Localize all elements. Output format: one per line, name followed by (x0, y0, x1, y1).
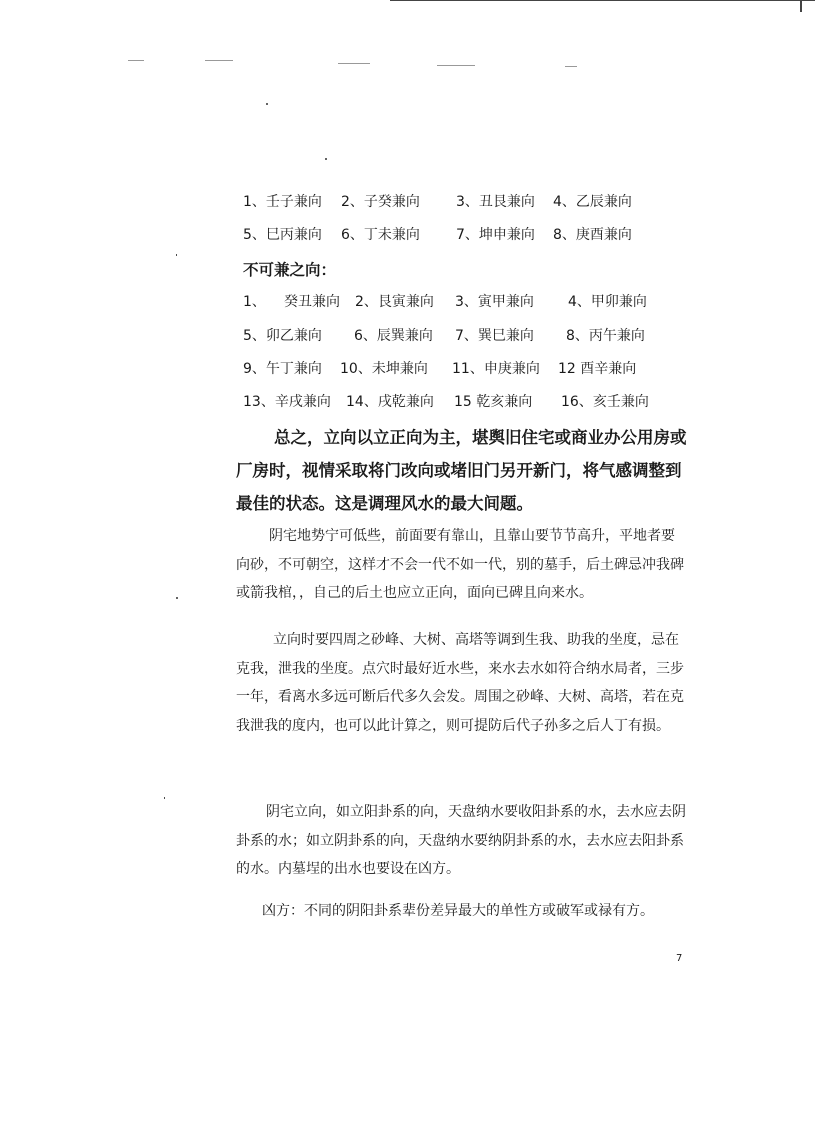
forbidden-item: 4、甲卯兼向 (568, 294, 647, 310)
forbidden-item: 2、艮寅兼向 (355, 294, 434, 310)
page-number: 7 (676, 953, 683, 964)
scan-dash (565, 66, 577, 67)
forbidden-item: 16、亥壬兼向 (561, 394, 649, 410)
gua-paragraph (236, 798, 688, 884)
summary-text: 总之，立向以立正向为主，堪舆旧住宅或商业办公用房或厂房时，视情采取将门改向或堵旧门另开新门，将气感调整到最佳的状态。这是调理风水的最大间题。 (236, 428, 687, 513)
lixiang-text: 立向时要四周之砂峰、大树、高塔等调到生我、助我的坐度，忌在克我，泄我的坐度。点穴时最好近水些，来水去水如符合纳水局者，三步一年，看离水多远可断后代多久会发。周围之砂峰、大树、高塔，若在克我泄我的度内，也可以此计算之，则可提防后代子孙多之后人丁有损。 (236, 632, 684, 734)
forbidden-item: 12 酉辛兼向 (558, 361, 637, 377)
forbidden-item-number: 1、 (243, 294, 266, 310)
forbidden-item: 14、戌乾兼向 (346, 394, 434, 410)
forbidden-item: 9、午丁兼向 (243, 361, 322, 377)
forbidden-item: 8、丙午兼向 (566, 328, 645, 344)
allowed-item: 1、壬子兼向 (243, 194, 322, 210)
allowed-item: 4、乙辰兼向 (553, 194, 632, 210)
allowed-item: 2、子癸兼向 (341, 194, 420, 210)
forbidden-item: 3、寅甲兼向 (455, 294, 534, 310)
forbidden-item: 13、辛戌兼向 (243, 394, 331, 410)
speck (164, 797, 165, 799)
forbidden-item: 癸丑兼向 (284, 294, 340, 310)
speck (176, 254, 177, 256)
scan-edge-mark (800, 0, 802, 12)
scan-edge-line (390, 0, 815, 1)
scan-dash (205, 60, 233, 61)
xiongfang-paragraph (236, 897, 696, 926)
forbidden-item: 15 乾亥兼向 (454, 394, 533, 410)
forbidden-item: 6、辰巽兼向 (354, 328, 433, 344)
scan-dash (338, 63, 370, 64)
scan-dash (128, 60, 144, 61)
forbidden-heading: 不可兼之向： (243, 261, 337, 279)
yinzhai-text: 阴宅地势宁可低些，前面要有靠山，且靠山要节节高升，平地者要向砂，不可朝空，这样才不会一代不如一代，别的墓手，后土碑忌冲我碑或箭我棺，，自己的后土也应立正向，面向已碑且向来水。 (236, 528, 684, 601)
forbidden-item: 5、卯乙兼向 (243, 328, 322, 344)
speck (176, 597, 178, 599)
gua-text: 阴宅立向，如立阳卦系的向，天盘纳水要收阳卦系的水，去水应去阴卦系的水；如立阴卦系的向，天盘纳水要纳阴卦系的水，去水应去阳卦系的水。内墓埕的出水也要设在凶方。 (236, 804, 686, 877)
forbidden-item: 10、未坤兼向 (340, 361, 428, 377)
forbidden-item: 7、巽巳兼向 (455, 328, 534, 344)
speck (325, 158, 327, 160)
allowed-item: 7、坤申兼向 (456, 227, 535, 243)
yinzhai-paragraph (236, 522, 688, 608)
speck (266, 103, 268, 105)
lixiang-paragraph (236, 626, 688, 740)
allowed-item: 6、丁未兼向 (341, 227, 420, 243)
allowed-item: 3、丑艮兼向 (456, 194, 535, 210)
allowed-item: 8、庚酉兼向 (553, 227, 632, 243)
summary-paragraph (236, 421, 692, 520)
allowed-item: 5、巳丙兼向 (243, 227, 322, 243)
xiongfang-text: 凶方：不同的阴阳卦系辈份差异最大的单性方或破军或禄有方。 (262, 903, 654, 919)
forbidden-item: 11、申庚兼向 (452, 361, 540, 377)
scan-dash (437, 65, 475, 66)
